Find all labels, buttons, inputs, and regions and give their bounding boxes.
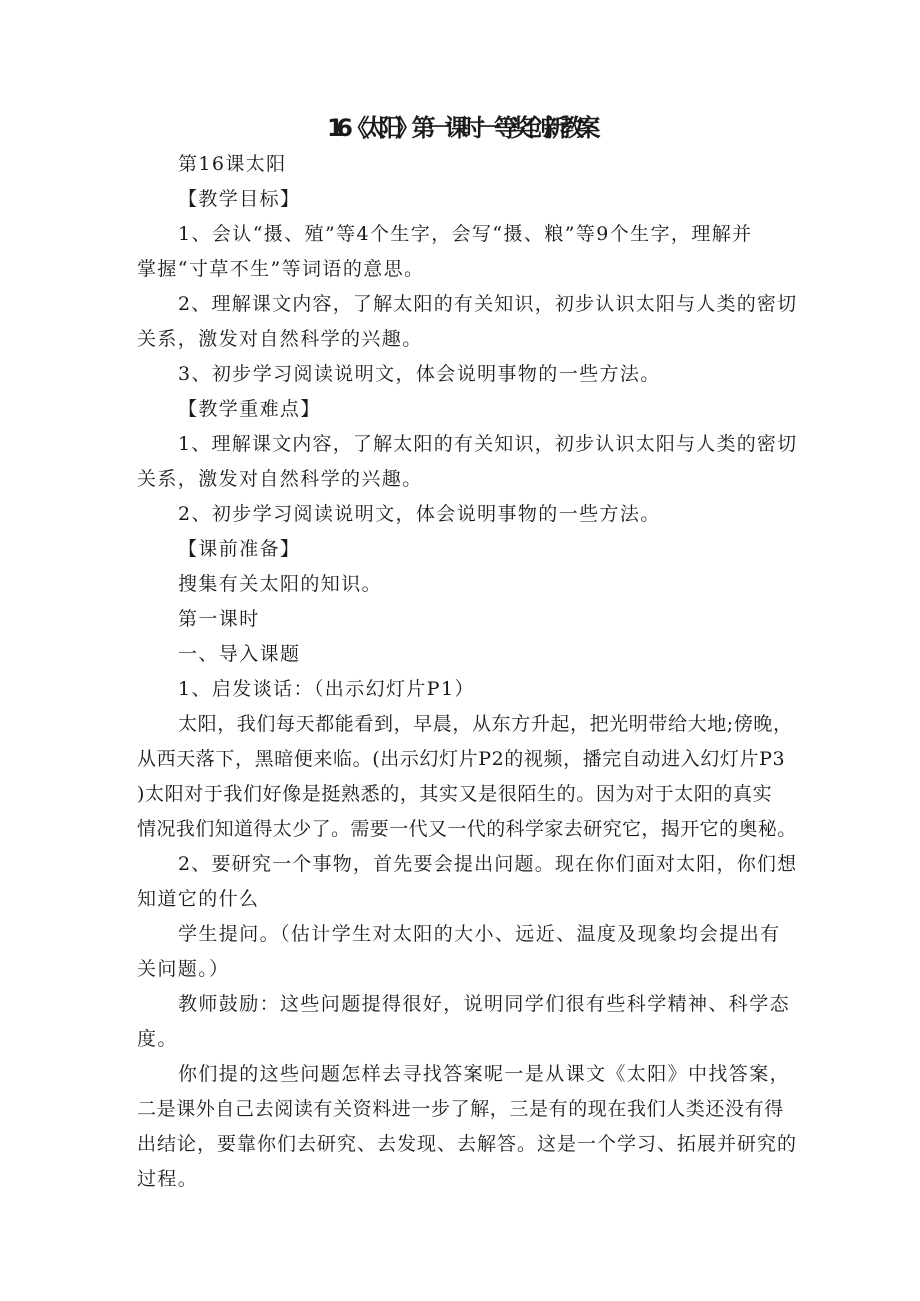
paragraph-line: 关问题。） [137, 958, 230, 980]
paragraph-line: 1、理解课文内容，了解太阳的有关知识，初步认识太阳与人类的密切 [178, 433, 798, 455]
lesson-heading: 第16课太阳 [178, 153, 287, 175]
paragraph-line: 知道它的什么 [137, 888, 260, 910]
paragraph-line: 过程。 [137, 1168, 199, 1190]
subheading-introduction: 一、导入课题 [178, 643, 301, 665]
paragraph-line: 关系，激发对自然科学的兴趣。 [137, 328, 423, 350]
subheading-first-lesson: 第一课时 [178, 608, 260, 630]
paragraph-line: )太阳对于我们好像是挺熟悉的，其实又是很陌生的。因为对于太阳的真实 [137, 783, 773, 805]
paragraph-line: 1、启发谈话：（出示幻灯片P1） [178, 678, 475, 700]
paragraph-line: 搜集有关太阳的知识。 [178, 573, 383, 595]
paragraph-line: 1、会认“摄、殖”等4个生字，会写“摄、粮”等9个生字，理解并 [178, 223, 753, 245]
paragraph-line: 情况我们知道得太少了。需要一代又一代的科学家去研究它，揭开它的奥秘。 [137, 818, 797, 840]
paragraph-line: 太阳，我们每天都能看到，早晨，从东方升起，把光明带给大地;傍晚， [178, 713, 793, 735]
section-heading-preparation: 【课前准备】 [178, 538, 301, 560]
paragraph-line: 二是课外自己去阅读有关资料进一步了解，三是有的现在我们人类还没有得 [137, 1098, 784, 1120]
document-title: 16《太阳》第一课时一等奖创新教案 [327, 114, 593, 142]
paragraph-line: 3、初步学习阅读说明文，体会说明事物的一些方法。 [178, 363, 661, 385]
paragraph-line: 你们提的这些问题怎样去寻找答案呢一是从课文《太阳》中找答案， [178, 1063, 791, 1085]
section-heading-objectives: 【教学目标】 [178, 188, 301, 210]
paragraph-line: 掌握“寸草不生”等词语的意思。 [137, 258, 425, 280]
paragraph-line: 教师鼓励：这些问题提得很好，说明同学们很有些科学精神、科学态 [178, 993, 791, 1015]
paragraph-line: 2、初步学习阅读说明文，体会说明事物的一些方法。 [178, 503, 661, 525]
paragraph-line: 2、要研究一个事物，首先要会提出问题。现在你们面对太阳，你们想 [178, 853, 798, 875]
paragraph-line: 从西天落下，黑暗便来临。(出示幻灯片P2的视频，播完自动进入幻灯片P3 [137, 748, 786, 770]
paragraph-line: 度。 [137, 1028, 178, 1050]
paragraph-line: 2、理解课文内容，了解太阳的有关知识，初步认识太阳与人类的密切 [178, 293, 798, 315]
paragraph-line: 关系，激发对自然科学的兴趣。 [137, 468, 423, 490]
section-heading-key-points: 【教学重难点】 [178, 398, 321, 420]
paragraph-line: 出结论，要靠你们去研究、去发现、去解答。这是一个学习、拓展并研究的 [137, 1133, 798, 1155]
paragraph-line: 学生提问。（估计学生对太阳的大小、远近、温度及现象均会提出有 [178, 923, 781, 945]
